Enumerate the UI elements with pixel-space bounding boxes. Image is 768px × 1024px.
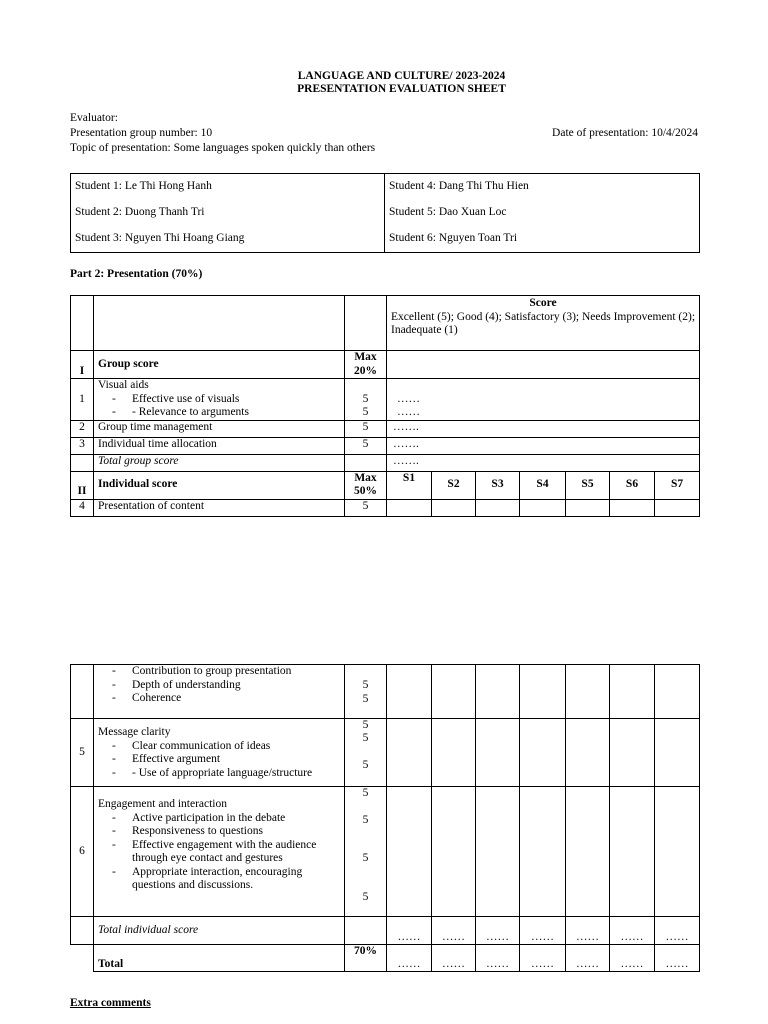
total-dots-s2: …… (432, 945, 476, 972)
group-roman: I (71, 351, 94, 379)
total-dots-s6: …… (610, 945, 655, 972)
topic-line: Topic of presentation: Some languages spoken quickly than others (70, 142, 376, 154)
score-title: Score (529, 297, 557, 309)
total-dots-s5: …… (566, 945, 610, 972)
responsiveness: Responsiveness to questions (132, 825, 263, 837)
row-1-num: 1 (71, 379, 94, 421)
active-participation: Active participation in the debate (132, 811, 286, 824)
time-allocation-dots: ……. (387, 437, 700, 454)
total-dots-s3: …… (476, 945, 520, 972)
clear-communication: Clear communication of ideas (132, 739, 271, 752)
individual-max: Max 50% (345, 471, 387, 499)
depth-max: 5 (362, 679, 369, 691)
engagement-max-4: 5 (362, 890, 369, 903)
evaluation-table-2 (70, 664, 700, 972)
students-table (70, 173, 700, 253)
time-allocation: Individual time allocation (94, 437, 345, 454)
evaluator-line: Evaluator: (70, 112, 118, 124)
row-2-num: 2 (71, 420, 94, 437)
score-scale: Excellent (5); Good (4); Satisfactory (3); Needs Improvement (2); Inadequate (1) (391, 310, 696, 336)
engagement-interaction: Engagement and interaction (98, 798, 228, 810)
evaluation-table-1 (70, 295, 700, 517)
sheet-subtitle: PRESENTATION EVALUATION SHEET (297, 83, 506, 95)
visual-aids-cell (94, 379, 345, 421)
ind-dots-s7: …… (655, 917, 700, 945)
relevance-arguments: - Relevance to arguments (132, 406, 249, 418)
ind-dots-s1: …… (387, 917, 432, 945)
clarity-max-2: 5 (362, 732, 369, 744)
time-management-max: 5 (345, 420, 387, 437)
individual-roman: II (71, 471, 94, 499)
col-s2: S2 (432, 471, 476, 499)
presentation-content: Presentation of content (94, 499, 345, 516)
appropriate-interaction: Appropriate interaction, encouraging questions and discussions. (132, 865, 303, 891)
extra-comments-heading: Extra comments (70, 997, 151, 1009)
depth-understanding: Depth of understanding (132, 678, 241, 691)
total-percent: 70% (345, 945, 387, 972)
col-s1: S1 (387, 471, 432, 499)
eye-contact: Effective engagement with the audience through eye contact and gestures (132, 838, 317, 864)
appropriate-language: - Use of appropriate language/structure (132, 766, 313, 779)
total-group-dots: ……. (387, 454, 700, 471)
score-header (387, 296, 700, 351)
visuals-dots: …… (397, 392, 420, 405)
col-s5: S5 (566, 471, 610, 499)
visual-aids-label: Visual aids (98, 379, 149, 391)
student-4: Student 4: Dang Thi Thu Hien (385, 174, 700, 201)
sheet-title: LANGUAGE AND CULTURE/ 2023-2024 (297, 70, 506, 82)
clarity-max-1: 5 (362, 719, 369, 731)
coherence-max: 5 (362, 692, 369, 705)
clarity-max-3: 5 (362, 759, 369, 771)
col-s6: S6 (610, 471, 655, 499)
student-6: Student 6: Nguyen Toan Tri (385, 226, 700, 253)
total-dots-s1: …… (387, 945, 432, 972)
group-score-label: Group score (94, 351, 345, 379)
coherence: Coherence (132, 692, 182, 704)
total-group-score: Total group score (94, 454, 345, 471)
date-line: Date of presentation: 10/4/2024 (552, 127, 698, 139)
relevance-dots: …… (397, 406, 420, 418)
content-max: 5 (345, 499, 387, 516)
row-6-num: 6 (71, 787, 94, 917)
individual-score-label: Individual score (94, 471, 345, 499)
row-4-num: 4 (71, 499, 94, 516)
group-number-line: Presentation group number: 10 (70, 127, 213, 139)
total-dots-s7: …… (655, 945, 700, 972)
group-max: Max 20% (345, 351, 387, 379)
col-s7: S7 (655, 471, 700, 499)
col-s4: S4 (520, 471, 566, 499)
time-management-dots: ……. (387, 420, 700, 437)
effective-argument: Effective argument (132, 753, 221, 765)
time-allocation-max: 5 (345, 437, 387, 454)
row-3-num: 3 (71, 437, 94, 454)
ind-dots-s4: …… (520, 917, 566, 945)
total-dots-s4: …… (520, 945, 566, 972)
effective-visuals: Effective use of visuals (132, 392, 240, 405)
relevance-max: 5 (362, 406, 369, 418)
ind-dots-s6: …… (610, 917, 655, 945)
student-1: Student 1: Le Thi Hong Hanh (71, 174, 385, 201)
contribution: Contribution to group presentation (132, 665, 292, 677)
student-3: Student 3: Nguyen Thi Hoang Giang (71, 226, 385, 253)
student-2: Student 2: Duong Thanh Tri (71, 200, 385, 226)
row-5-num: 5 (71, 719, 94, 787)
total-individual-score: Total individual score (94, 917, 345, 945)
engagement-max-1: 5 (362, 787, 369, 799)
total-label: Total (94, 945, 345, 972)
ind-dots-s2: …… (432, 917, 476, 945)
student-5: Student 5: Dao Xuan Loc (385, 200, 700, 226)
ind-dots-s3: …… (476, 917, 520, 945)
col-s3: S3 (476, 471, 520, 499)
message-clarity: Message clarity (98, 726, 171, 738)
engagement-max-2: 5 (362, 813, 369, 826)
visuals-max: 5 (362, 392, 369, 405)
time-management: Group time management (94, 420, 345, 437)
engagement-max-3: 5 (362, 852, 369, 864)
part2-heading: Part 2: Presentation (70%) (70, 268, 203, 280)
ind-dots-s5: …… (566, 917, 610, 945)
